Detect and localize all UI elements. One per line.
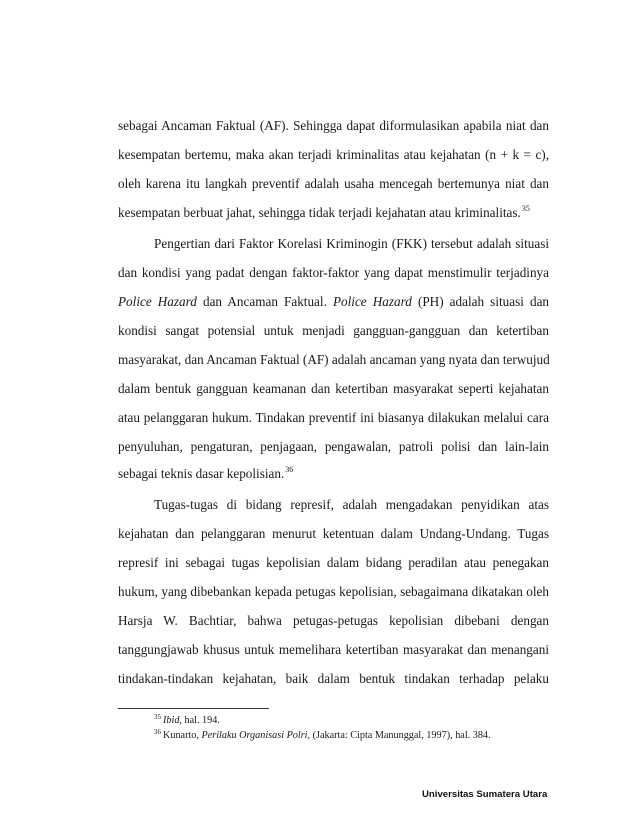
paragraph-line <box>118 294 549 310</box>
paragraph-line: kondisi sangat potensial untuk menjadi gangguan-gangguan dan ketertiban <box>118 323 549 338</box>
paragraph-line: oleh karena itu langkah preventif adalah usaha mencegah bertemunya niat dan <box>118 176 549 191</box>
line-text: (PH) adalah situasi dan <box>411 294 550 309</box>
paragraph-line: represif ini sebagai tugas kepolisian dalam bidang peradilan atau penegakan <box>118 555 549 570</box>
line-text: dan Ancaman Faktual. <box>196 294 333 309</box>
footnote-divider <box>118 708 269 709</box>
paragraph-line: kejahatan dan pelanggaran menurut ketentuan dalam Undang-Undang. Tugas <box>118 526 549 541</box>
paragraph-line: Tugas-tugas di bidang represif, adalah mengadakan penyidikan atas <box>154 497 549 512</box>
footnote-number: 35 <box>154 713 161 721</box>
line-text: sebagai teknis dasar kepolisian. <box>118 466 285 481</box>
paragraph-line: tindakan-tindakan kejahatan, baik dalam bentuk tindakan terhadap pelaku <box>118 671 549 686</box>
paragraph-line: Pengertian dari Faktor Korelasi Kriminogin (FKK) tersebut adalah situasi <box>154 236 549 251</box>
paragraph-line: atau pelanggaran hukum. Tindakan preventif ini biasanya dilakukan melalui cara <box>118 410 549 425</box>
line-text: kesempatan berbuat jahat, sehingga tidak terjadi kejahatan atau kriminalitas. <box>118 205 521 220</box>
paragraph-line: kesempatan bertemu, maka akan terjadi kriminalitas atau kejahatan (n + k = c), <box>118 147 549 162</box>
footnote-italic: Ibid <box>163 715 180 726</box>
institution-footer: Universitas Sumatera Utara <box>422 789 548 800</box>
footnote-text: , hal. 194. <box>179 715 220 726</box>
paragraph-line: masyarakat, dan Ancaman Faktual (AF) adalah ancaman yang nyata dan terwujud <box>118 352 550 367</box>
paragraph-line: dan kondisi yang padat dengan faktor-faktor yang dapat menstimulir terjadinya <box>118 265 549 280</box>
paragraph-line: hukum, yang dibebankan kepada petugas kepolisian, sebagaimana dikatakan oleh <box>118 584 549 599</box>
paragraph-line: Harsja W. Bachtiar, bahwa petugas-petugas kepolisian dibebani dengan <box>118 613 549 628</box>
paragraph-line: sebagai Ancaman Faktual (AF). Sehingga dapat diformulasikan apabila niat dan <box>118 118 549 133</box>
footnote-35 <box>154 714 220 728</box>
italic-term: Police Hazard <box>332 294 412 309</box>
italic-term: Police Hazard <box>118 294 197 309</box>
footnote-ref-35: 35 <box>521 204 530 213</box>
paragraph-line <box>118 466 549 484</box>
paragraph-line: dalam bentuk gangguan keamanan dan ketertiban masyarakat seperti kejahatan <box>118 381 549 396</box>
footnote-italic: Perilaku Organisasi Polri, <box>201 730 311 741</box>
paragraph-line: penyuluhan, pengaturan, penjagaan, pengawalan, patroli polisi dan lain-lain <box>118 439 549 454</box>
footnote-ref-36: 36 <box>285 465 294 474</box>
footnote-number: 36 <box>154 728 161 736</box>
footnote-text: Kunarto, <box>163 730 202 741</box>
paragraph-line <box>118 205 549 223</box>
paragraph-line: tanggungjawab khusus untuk memelihara ketertiban masyarakat dan menangani <box>118 642 549 657</box>
footnote-text: (Jakarta: Cipta Manunggal, 1997), hal. 384. <box>310 730 491 741</box>
footnote-36 <box>154 729 491 743</box>
